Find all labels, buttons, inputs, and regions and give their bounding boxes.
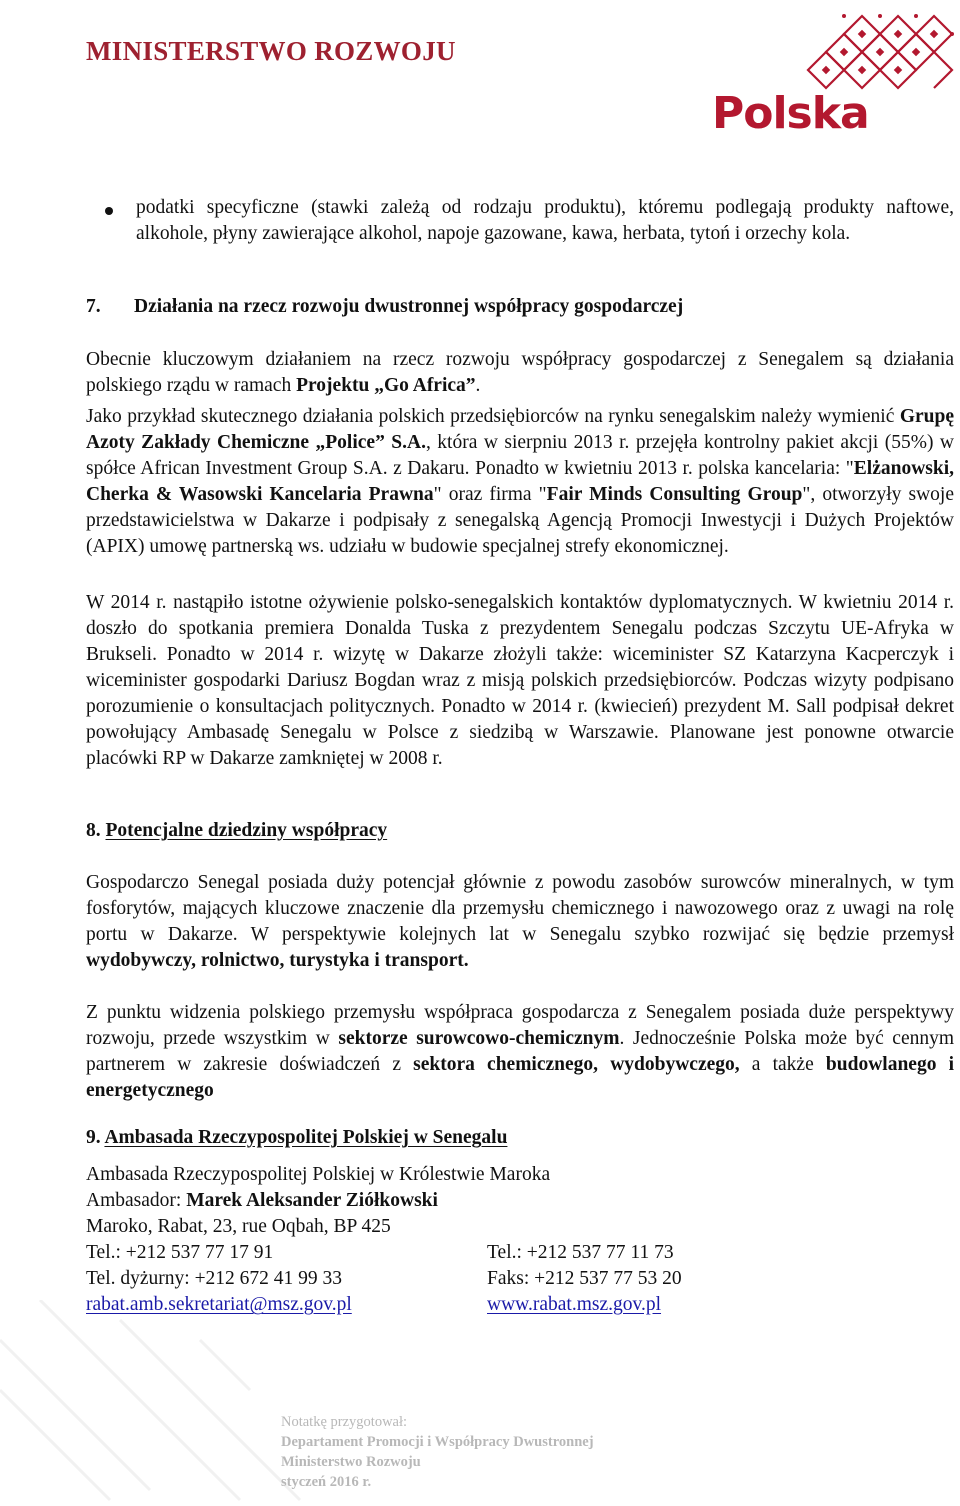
phone-1: Tel.: +212 537 77 17 91 — [86, 1242, 274, 1263]
bullet-item-text: podatki specyficzne (stawki zależą od rodzaju produktu), któremu podlegają produkty naftowe, alkohole, płyny zawierające alkohol, napoje gazowane, kawa, herbata, tytoń i orzechy kola. — [136, 197, 954, 244]
ambassador-name: Marek Aleksander Ziółkowski — [186, 1190, 438, 1211]
polska-logo-text: Polska — [712, 88, 869, 139]
section-number: 8. — [86, 820, 101, 841]
footer-note — [281, 1412, 594, 1492]
section-title: Działania na rzecz rozwoju dwustronnej współpracy gospodarczej — [134, 296, 684, 317]
footer-date: styczeń 2016 r. — [281, 1474, 372, 1490]
footer-prepared-by: Notatkę przygotował: — [281, 1414, 408, 1430]
section-7-paragraph-3: W 2014 r. nastąpiło istotne ożywienie polsko-senegalskich kontaktów dyplomatycznych. W kwietniu 2014 r. doszło do spotkania premiera Donalda Tuska z prezydentem Senegalu podczas Szczytu UE-Afryka w Brukseli. Ponadto w 2014 r. wizytę w Dakarze złożyli także: wiceminister SZ Katarzyna Kacperczyk i wiceminister gospodarki Dariusz Bogdan wraz z misją polskich przedsiębiorców. Podczas wizyty podpisano porozumienie o konsultacjach politycznych. Ponadto w 2014 r. (kwiecień) prezydent M. Sall podpisał dekret powołujący Ambasadę Senegalu w Polsce z siedzibą w Warszawie. Planowane jest ponowne otwarcie placówki RP w Dakarze zamkniętej w 2008 r. — [86, 592, 954, 769]
embassy-address: Maroko, Rabat, 23, rue Oqbah, BP 425 — [86, 1216, 391, 1237]
ministry-header: MINISTERSTWO ROZWOJU — [86, 36, 456, 66]
footer-department: Departament Promocji i Współpracy Dwustronnej — [281, 1434, 594, 1450]
section-8-paragraph-1: Gospodarczo Senegal posiada duży potencjał głównie z powodu zasobów surowców mineralnych, w tym fosforytów, mających kluczowe znaczenie dla przemysłu chemicznego i nawozowego oraz z uwagi na rolę portu w Dakarze. W perspektywie kolejnych lat w Senegalu szybko rozwijać się będzie przemysł wydobywczy, rolnictwo, turystyka i transport. — [86, 872, 954, 971]
section-9-heading — [86, 1127, 507, 1149]
section-title: Potencjalne dziedziny współpracy — [105, 820, 388, 841]
section-number: 7. — [86, 296, 101, 317]
section-8-heading — [86, 820, 387, 842]
polska-logo-pattern-icon — [712, 4, 956, 94]
polska-logo — [712, 4, 956, 164]
footer-ministry: Ministerstwo Rozwoju — [281, 1454, 421, 1470]
fax: Faks: +212 537 77 53 20 — [487, 1268, 682, 1289]
phone-2: Tel.: +212 537 77 11 73 — [487, 1242, 674, 1263]
bullet-icon — [105, 207, 113, 215]
section-7-paragraph-1: Obecnie kluczowym działaniem na rzecz rozwoju współpracy gospodarczej z Senegalem są działania polskiego rządu w ramach Projektu „Go Africa”. — [86, 349, 954, 396]
duty-phone: Tel. dyżurny: +212 672 41 99 33 — [86, 1268, 343, 1289]
email-link[interactable]: rabat.amb.sekretariat@msz.gov.pl — [86, 1294, 352, 1315]
embassy-name: Ambasada Rzeczypospolitej Polskiej w Królestwie Maroka — [86, 1164, 551, 1185]
ambassador-line: Ambasador: Marek Aleksander Ziółkowski — [86, 1190, 438, 1211]
website-link[interactable]: www.rabat.msz.gov.pl — [487, 1294, 662, 1315]
section-7-paragraph-2: Jako przykład skutecznego działania polskich przedsiębiorców na rynku senegalskim należy wymienić Grupę Azoty Zakłady Chemiczne „Police” S.A., która w sierpniu 2013 r. przejęła kontrolny pakiet akcji (55%) w spółce African Investment Group S.A. z Dakaru. Ponadto w kwietniu 2013 r. polska kancelaria: "Elżanowski, Cherka & Wasowski Kancelaria Prawna" oraz firma "Fair Minds Consulting Group", otworzyły swoje przedstawicielstwa w Dakarze i podpisały z senegalską Agencją Promocji Inwestycji i Dużych Projektów (APIX) umowę partnerską ws. udziału w budowie specjalnej strefy ekonomicznej. — [86, 406, 954, 557]
section-number: 9. — [86, 1127, 101, 1148]
section-7-heading — [86, 296, 683, 318]
section-title: Ambasada Rzeczypospolitej Polskiej w Senegalu — [104, 1127, 508, 1148]
section-8-paragraph-2: Z punktu widzenia polskiego przemysłu współpraca gospodarcza z Senegalem posiada duże perspektywy rozwoju, przede wszystkim w sektorze surowcowo-chemicznym. Jednocześnie Polska może być cennym partnerem w zakresie doświadczeń z sektora chemicznego, wydobywczego, a także budowlanego i energetycznego — [86, 1002, 955, 1101]
